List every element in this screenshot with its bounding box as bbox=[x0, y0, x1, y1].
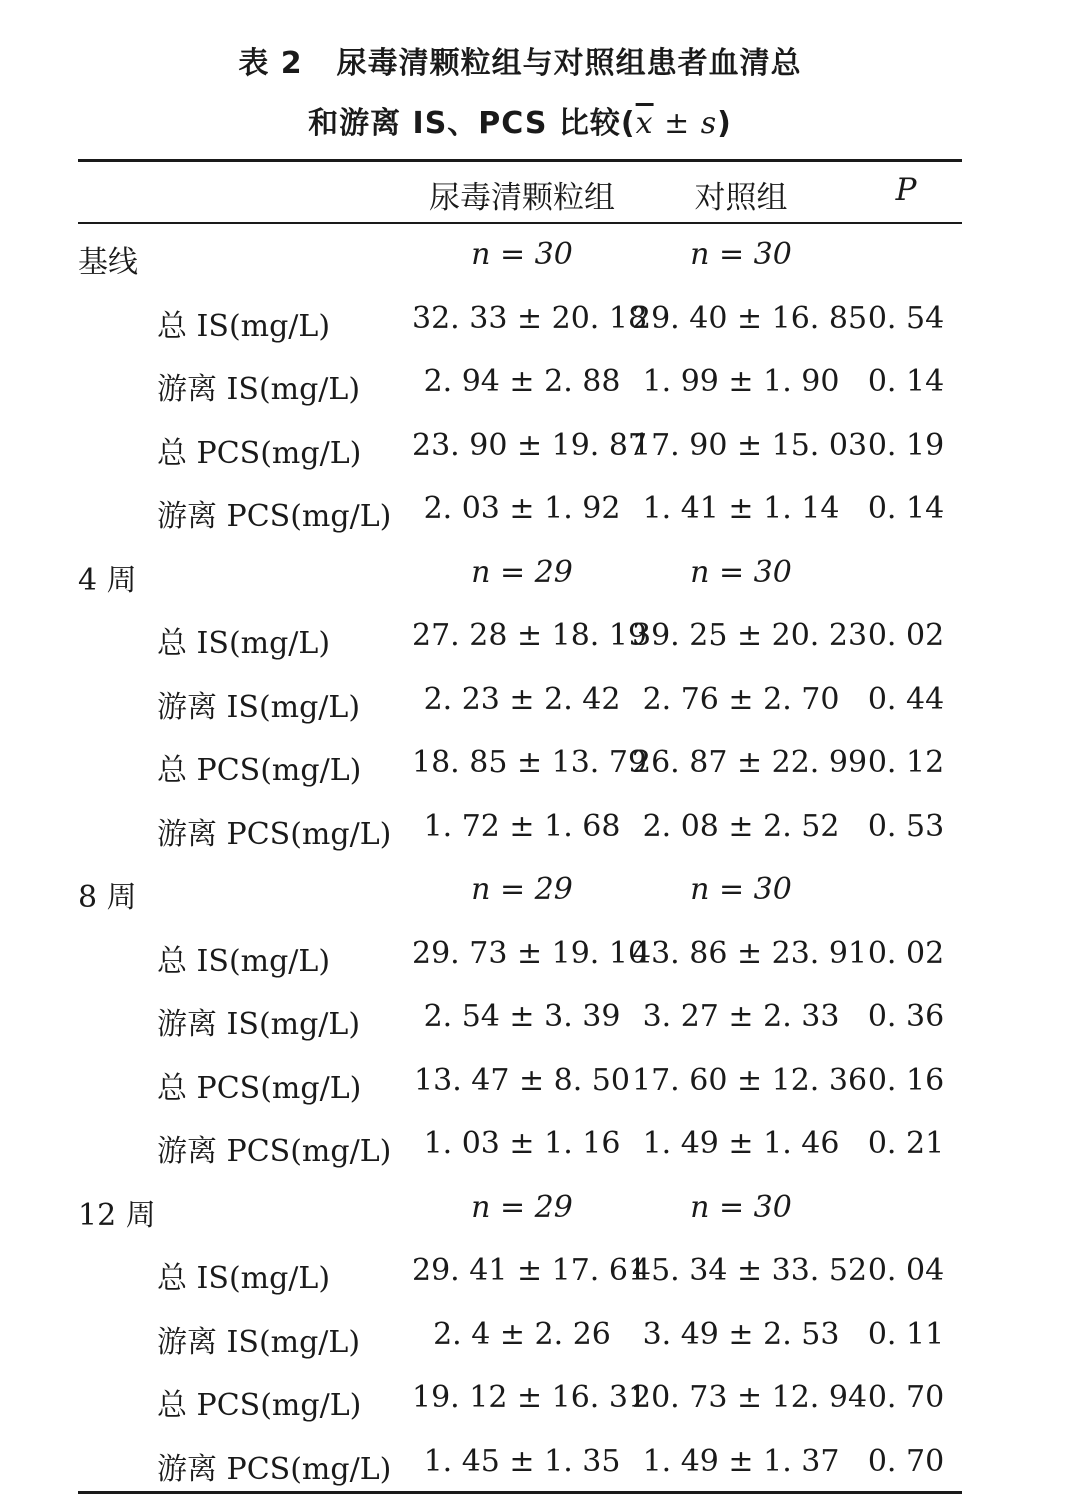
value-group-b: 2. 08 ± 2. 52 bbox=[642, 809, 840, 844]
value-group-b: 43. 86 ± 23. 91 bbox=[632, 936, 868, 971]
p-value: 0. 19 bbox=[867, 428, 945, 463]
header-rule bbox=[78, 222, 962, 224]
value-group-b: 2. 76 ± 2. 70 bbox=[642, 682, 840, 717]
measure-label: 游离 IS(mg/L) bbox=[157, 690, 361, 725]
column-header-group-a: 尿毒清颗粒组 bbox=[429, 180, 615, 216]
value-group-a: 27. 28 ± 18. 19 bbox=[412, 618, 648, 653]
table-row bbox=[0, 936, 1066, 979]
p-value: 0. 21 bbox=[867, 1126, 945, 1161]
sample-size-group-a: n = 29 bbox=[471, 872, 573, 907]
value-group-b: 1. 41 ± 1. 14 bbox=[642, 491, 840, 526]
table-row bbox=[0, 1380, 1066, 1423]
table-row bbox=[0, 1253, 1066, 1296]
value-group-b: 29. 40 ± 16. 85 bbox=[632, 301, 868, 336]
p-value: 0. 12 bbox=[867, 745, 945, 780]
value-group-a: 2. 03 ± 1. 92 bbox=[423, 491, 621, 526]
measure-label: 游离 PCS(mg/L) bbox=[157, 499, 392, 534]
value-group-a: 1. 45 ± 1. 35 bbox=[423, 1444, 621, 1479]
value-group-a: 19. 12 ± 16. 31 bbox=[412, 1380, 648, 1415]
measure-label: 总 PCS(mg/L) bbox=[157, 753, 362, 788]
p-value: 0. 16 bbox=[867, 1063, 945, 1098]
table-row bbox=[0, 428, 1066, 471]
table-row bbox=[0, 301, 1066, 344]
value-group-a: 1. 72 ± 1. 68 bbox=[423, 809, 621, 844]
value-group-a: 2. 23 ± 2. 42 bbox=[423, 682, 621, 717]
value-group-b: 3. 27 ± 2. 33 bbox=[642, 999, 840, 1034]
measure-label: 总 IS(mg/L) bbox=[157, 309, 331, 344]
table-title-text: 尿毒清颗粒组与对照组患者血清总 bbox=[336, 46, 802, 81]
value-group-a: 2. 4 ± 2. 26 bbox=[433, 1317, 611, 1352]
table-row bbox=[0, 809, 1066, 852]
table-title-line-2 bbox=[0, 98, 1040, 142]
table-row bbox=[0, 682, 1066, 725]
p-value: 0. 11 bbox=[867, 1317, 945, 1352]
sample-size-group-b: n = 30 bbox=[690, 872, 792, 907]
measure-label: 游离 PCS(mg/L) bbox=[157, 1134, 392, 1169]
measure-label: 游离 IS(mg/L) bbox=[157, 1007, 361, 1042]
value-group-b: 1. 49 ± 1. 37 bbox=[642, 1444, 840, 1479]
sample-size-group-b: n = 30 bbox=[690, 237, 792, 272]
bottom-rule bbox=[78, 1491, 962, 1494]
table-row bbox=[0, 1317, 1066, 1360]
value-group-a: 13. 47 ± 8. 50 bbox=[414, 1063, 630, 1098]
table-row bbox=[0, 1444, 1066, 1487]
value-group-b: 26. 87 ± 22. 99 bbox=[632, 745, 868, 780]
sample-size-group-b: n = 30 bbox=[690, 1190, 792, 1225]
p-value: 0. 53 bbox=[867, 809, 945, 844]
p-value: 0. 02 bbox=[867, 936, 945, 971]
p-value: 0. 70 bbox=[867, 1380, 945, 1415]
measure-label: 游离 IS(mg/L) bbox=[157, 372, 361, 407]
table-row bbox=[0, 618, 1066, 661]
p-value: 0. 02 bbox=[867, 618, 945, 653]
p-value: 0. 14 bbox=[867, 364, 945, 399]
value-group-b: 1. 49 ± 1. 46 bbox=[642, 1126, 840, 1161]
value-group-a: 32. 33 ± 20. 18 bbox=[412, 301, 648, 336]
value-group-b: 3. 49 ± 2. 53 bbox=[642, 1317, 840, 1352]
measure-label: 总 PCS(mg/L) bbox=[157, 1071, 362, 1106]
value-group-a: 2. 94 ± 2. 88 bbox=[423, 364, 621, 399]
value-group-a: 23. 90 ± 19. 87 bbox=[412, 428, 648, 463]
p-value: 0. 44 bbox=[867, 682, 945, 717]
table-row bbox=[0, 745, 1066, 788]
value-group-b: 1. 99 ± 1. 90 bbox=[642, 364, 840, 399]
value-group-a: 29. 41 ± 17. 61 bbox=[412, 1253, 648, 1288]
table-row bbox=[0, 364, 1066, 407]
sample-size-group-a: n = 29 bbox=[471, 1190, 573, 1225]
sd-symbol: ± s bbox=[653, 106, 718, 141]
table-row bbox=[0, 999, 1066, 1042]
table-row bbox=[0, 1063, 1066, 1106]
table-row bbox=[0, 1126, 1066, 1169]
measure-label: 游离 PCS(mg/L) bbox=[157, 817, 392, 852]
section-row bbox=[0, 872, 1066, 915]
measure-label: 游离 PCS(mg/L) bbox=[157, 1452, 392, 1487]
table-title-text-2: 和游离 IS、PCS 比较( bbox=[308, 106, 636, 141]
sample-size-group-a: n = 29 bbox=[471, 555, 573, 590]
value-group-b: 17. 60 ± 12. 36 bbox=[632, 1063, 868, 1098]
table-number: 表 2 bbox=[238, 46, 303, 81]
section-name: 12 周 bbox=[78, 1198, 156, 1233]
p-value: 0. 36 bbox=[867, 999, 945, 1034]
p-value: 0. 70 bbox=[867, 1444, 945, 1479]
p-value: 0. 04 bbox=[867, 1253, 945, 1288]
value-group-b: 17. 90 ± 15. 03 bbox=[632, 428, 868, 463]
section-name: 8 周 bbox=[78, 880, 137, 915]
value-group-a: 1. 03 ± 1. 16 bbox=[423, 1126, 621, 1161]
section-row bbox=[0, 1190, 1066, 1233]
value-group-b: 45. 34 ± 33. 52 bbox=[632, 1253, 868, 1288]
value-group-a: 18. 85 ± 13. 79 bbox=[412, 745, 648, 780]
value-group-b: 20. 73 ± 12. 94 bbox=[632, 1380, 868, 1415]
section-name: 基线 bbox=[78, 245, 138, 280]
section-row bbox=[0, 237, 1066, 280]
measure-label: 总 PCS(mg/L) bbox=[157, 1388, 362, 1423]
measure-label: 总 IS(mg/L) bbox=[157, 626, 331, 661]
sample-size-group-b: n = 30 bbox=[690, 555, 792, 590]
measure-label: 总 IS(mg/L) bbox=[157, 944, 331, 979]
table-title-line-1 bbox=[0, 38, 1040, 82]
value-group-b: 39. 25 ± 20. 23 bbox=[632, 618, 868, 653]
table-row bbox=[0, 491, 1066, 534]
mean-symbol: $\overline{x}$ bbox=[635, 106, 654, 141]
section-row bbox=[0, 555, 1066, 598]
title-close-paren: ) bbox=[717, 106, 732, 141]
value-group-a: 2. 54 ± 3. 39 bbox=[423, 999, 621, 1034]
p-value: 0. 14 bbox=[867, 491, 945, 526]
sample-size-group-a: n = 30 bbox=[471, 237, 573, 272]
top-rule bbox=[78, 159, 962, 162]
value-group-a: 29. 73 ± 19. 10 bbox=[412, 936, 648, 971]
column-header-p: P bbox=[895, 172, 917, 208]
measure-label: 游离 IS(mg/L) bbox=[157, 1325, 361, 1360]
section-name: 4 周 bbox=[78, 563, 137, 598]
measure-label: 总 IS(mg/L) bbox=[157, 1261, 331, 1296]
column-header-group-b: 对照组 bbox=[694, 180, 788, 216]
p-value: 0. 54 bbox=[867, 301, 945, 336]
measure-label: 总 PCS(mg/L) bbox=[157, 436, 362, 471]
